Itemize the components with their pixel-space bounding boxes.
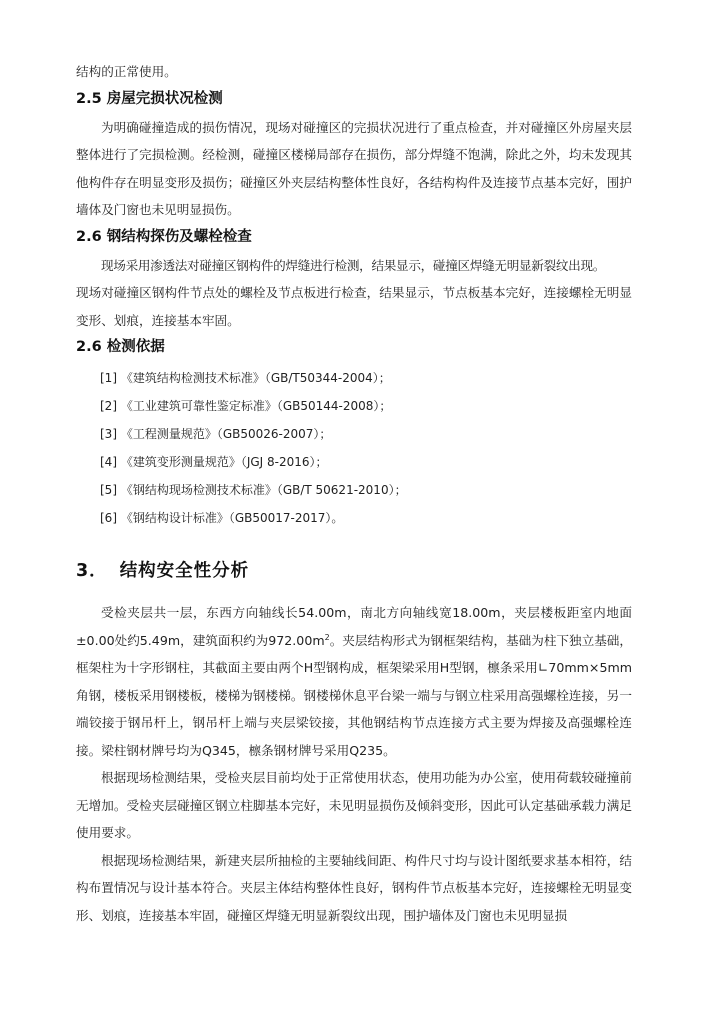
reference-item: [6] 《钢结构设计标准》（GB50017-2017）。 <box>100 511 344 525</box>
reference-item: [2] 《工业建筑可靠性鉴定标准》（GB50144-2008）； <box>100 399 392 413</box>
section-2-5-heading: 2.5 房屋完损状况检测 <box>76 90 223 107</box>
area-unit-superscript: 2 <box>324 632 330 642</box>
section-2-6-body2: 现场对碰撞区钢构件节点处的螺栓及节点板进行检查，结果显示，节点板基本完好，连接螺栓无明显变形、划痕，连接基本牢固。 <box>76 285 632 328</box>
section-2-6-inspection-heading: 2.6 钢结构探伤及螺栓检查 <box>76 228 252 245</box>
section-3-para2: 根据现场检测结果，受检夹层目前均处于正常使用状态，使用功能为办公室，使用荷载较碰撞前无增加。受检夹层碰撞区钢立柱脚基本完好，未见明显损伤及倾斜变形，因此可认定基础承载力满足使用要求。 <box>76 770 632 840</box>
intro-tail-text: 结构的正常使用。 <box>76 64 177 79</box>
section-2-5-body: 为明确碰撞造成的损伤情况，现场对碰撞区的完损状况进行了重点检查，并对碰撞区外房屋夹层整体进行了完损检测。经检测，碰撞区楼梯局部存在损伤，部分焊缝不饱满，除此之外，均未发现其他构件存在明显变形及损伤；碰撞区外夹层结构整体性良好，各结构构件及连接节点基本完好，围护墙体及门窗也未见明显损伤。 <box>76 119 632 217</box>
para1-part-b: 。夹层结构形式为钢框架结构，基础为柱下独立基础，框架柱为十字形钢柱，其截面主要由两个H型钢构成，框架梁采用H型钢，檩条采用∟70mm×5mm角钢，楼板采用钢楼板，楼梯为钢楼梯。钢楼梯休息平台梁一端与与钢立柱采用高强螺栓连接，另一端铰接于钢吊杆上，钢吊杆上端与夹层梁铰接，其他钢结构节点连接方式主要为焊接及高强螺栓连接。梁柱钢材牌号均为Q345，檩条钢材牌号采用Q235。 <box>76 632 632 758</box>
section-3-para1 <box>76 599 632 764</box>
section-3-heading <box>76 556 632 586</box>
section-3-para3: 根据现场检测结果，新建夹层所抽检的主要轴线间距、构件尺寸均与设计图纸要求基本相符，结构布置情况与设计基本符合。夹层主体结构整体性良好，钢构件节点板基本完好，连接螺栓无明显变形、划痕，连接基本牢固，碰撞区焊缝无明显新裂纹出现，围护墙体及门窗也未见明显损 <box>76 852 632 923</box>
reference-item: [3] 《工程测量规范》（GB50026-2007）； <box>100 427 332 441</box>
reference-list <box>100 364 632 532</box>
section-3-number: 3． <box>76 561 108 581</box>
reference-item: [5] 《钢结构现场检测技术标准》（GB/T 50621-2010）； <box>100 483 407 497</box>
section-2-6-line1: 现场采用渗透法对碰撞区钢构件的焊缝进行检测，结果显示，碰撞区焊缝无明显新裂纹出现。 <box>101 257 606 273</box>
document-content <box>76 58 632 929</box>
reference-item: [4] 《建筑变形测量规范》（JGJ 8-2016）； <box>100 455 328 469</box>
section-3-title: 结构安全性分析 <box>119 561 250 581</box>
section-2-6-basis-heading: 2.6 检测依据 <box>76 339 165 355</box>
para1-part-a: 受检夹层共一层，东西方向轴线长54.00m，南北方向轴线宽18.00m，夹层楼板距室内地面±0.00处约5.49m，建筑面积约为972.00m <box>76 605 632 648</box>
reference-item: [1] 《建筑结构检测技术标准》（GB/T50344-2004）； <box>100 371 391 385</box>
